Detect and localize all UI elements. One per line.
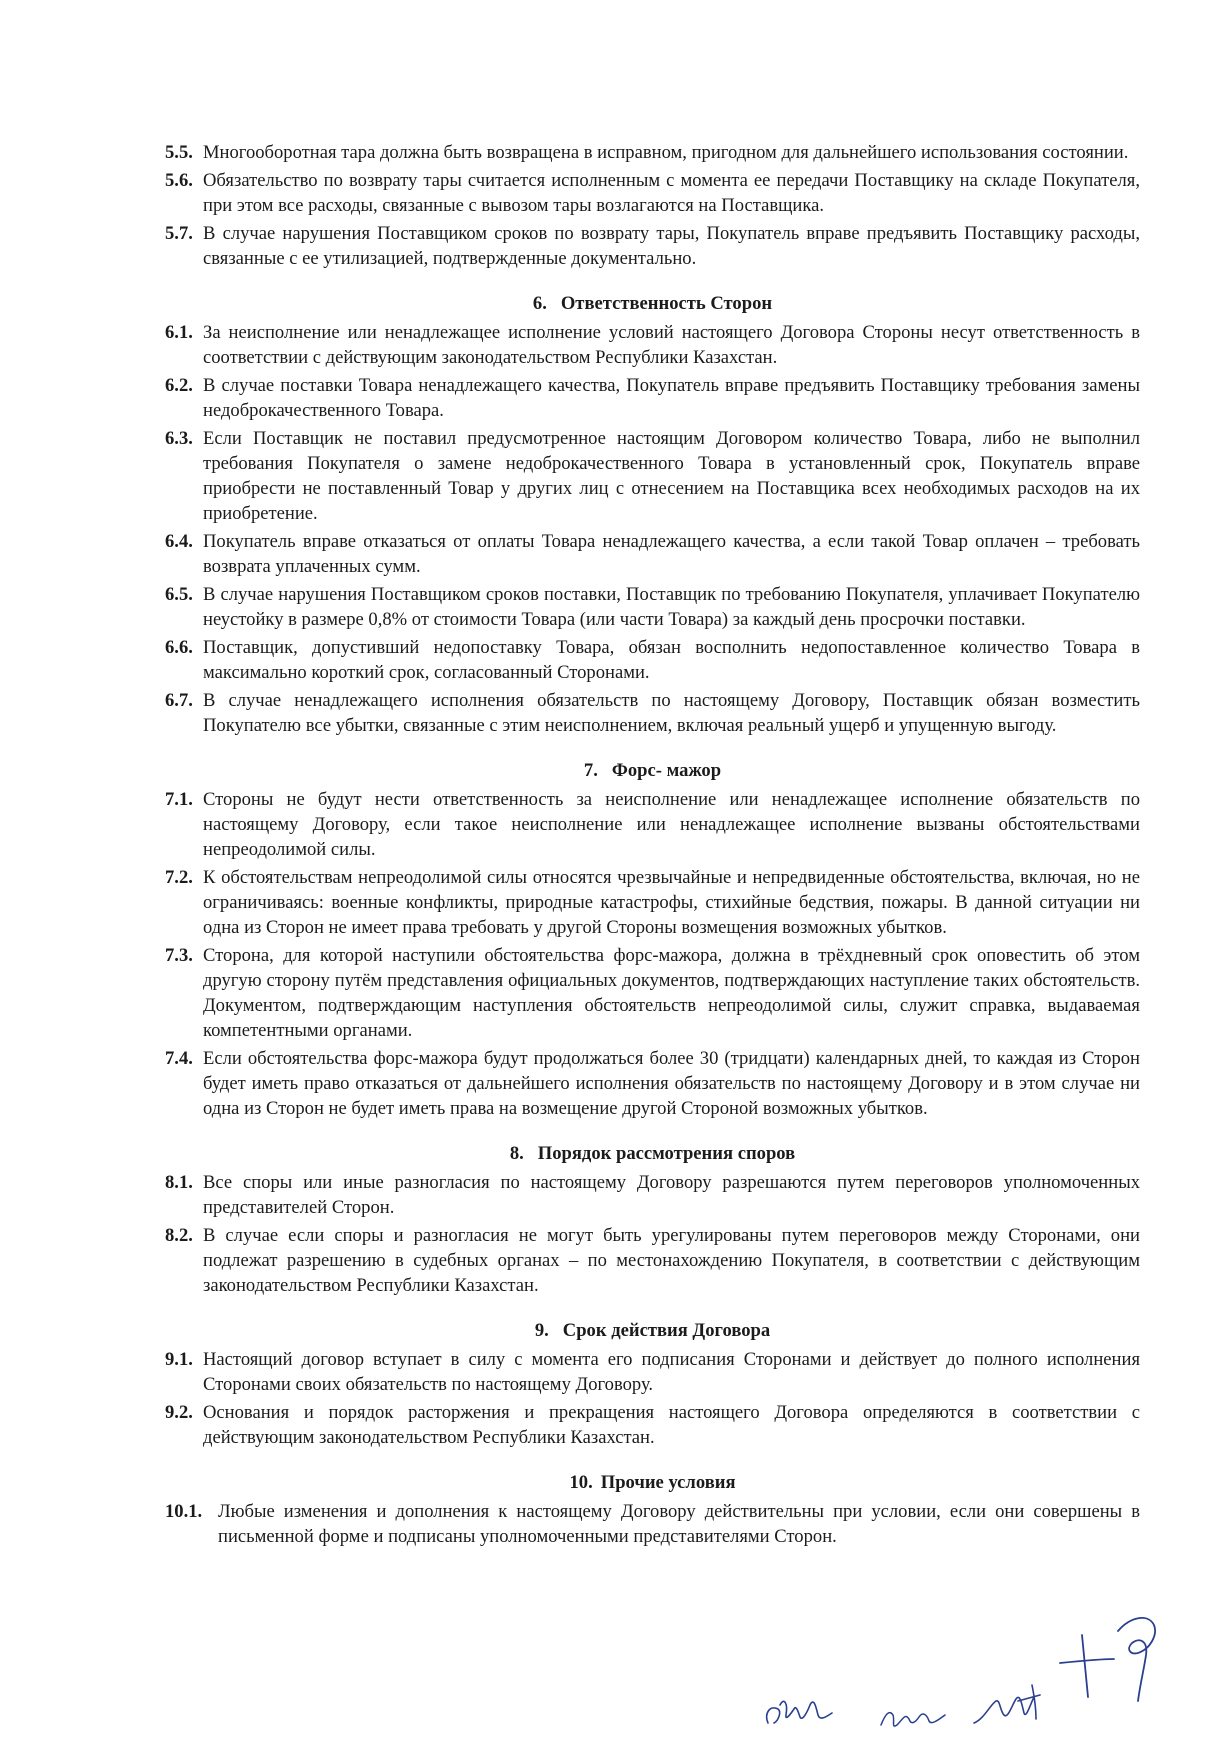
section-title: Прочие условия [600, 1472, 736, 1493]
clause-number: 6.5. [165, 584, 193, 605]
section-number: 8. [509, 1143, 524, 1164]
clause-7-2 [165, 865, 1140, 940]
clause-number: 8.1. [165, 1172, 193, 1193]
section-title: Ответственность Сторон [560, 293, 773, 314]
clause-text: В случае ненадлежащего исполнения обязательств по настоящему Договору, Поставщик обязан возместить Покупателю все убытки, связанные с этим неисполнением, включая реальный ущерб и упущенную выгоду. [203, 690, 1140, 736]
signatures-area [740, 1665, 1180, 1742]
clause-text: Поставщик, допустивший недопоставку Товара, обязан восполнить недопоставленное количество Товара в максимально короткий срок, согласованный Сторонами. [203, 637, 1140, 683]
section-7-heading [165, 758, 1140, 783]
clause-number: 7.2. [165, 867, 193, 888]
clause-6-3 [165, 426, 1140, 526]
clause-number: 6.1. [165, 322, 193, 343]
section-number: 7. [583, 760, 598, 781]
clause-number: 7.1. [165, 789, 193, 810]
clause-5-6 [165, 168, 1140, 218]
initials-mark [1050, 1605, 1180, 1705]
clause-number: 5.6. [165, 170, 193, 191]
clause-text: Если обстоятельства форс-мажора будут продолжаться более 30 (тридцати) календарных дней, то каждая из Сторон будет иметь право отказаться от дальнейшего исполнения обязательств по настоящему Договору и в этом случае ни одна из Сторон не будет иметь права на возмещение другой Стороной возможных убытков. [203, 1048, 1140, 1119]
clause-text: Основания и порядок расторжения и прекращения настоящего Договора определяются в соответствии с действующим законодательством Республики Казахстан. [203, 1402, 1140, 1448]
clause-number: 10.1. [165, 1501, 203, 1522]
clause-6-1 [165, 320, 1140, 370]
clause-10-1 [165, 1499, 1140, 1549]
clause-6-7 [165, 688, 1140, 738]
clause-text: В случае поставки Товара ненадлежащего качества, Покупатель вправе предъявить Поставщику требования замены недоброкачественного Товара. [203, 375, 1140, 421]
clause-6-4 [165, 529, 1140, 579]
clause-number: 5.7. [165, 223, 193, 244]
clause-text: Обязательство по возврату тары считается исполненным с момента ее передачи Поставщику на складе Покупателя, при этом все расходы, связанные с вывозом тары возлагаются на Поставщика. [203, 170, 1140, 216]
clause-text: За неисполнение или ненадлежащее исполнение условий настоящего Договора Стороны несут ответственность в соответствии с действующим законодательством Республики Казахстан. [203, 322, 1140, 368]
section-number: 10. [569, 1472, 593, 1493]
section-number: 9. [534, 1320, 549, 1341]
clause-text: Сторона, для которой наступили обстоятельства форс-мажора, должна в трёхдневный срок оповестить об этом другую сторону путём представления официальных документов, подтверждающих наступление таких обстоятельств. Документом, подтверждающим наступления обстоятельств непреодолимой силы, служит справка, выдаваемая компетентными органами. [203, 945, 1140, 1041]
clause-text: В случае если споры и разногласия не могут быть урегулированы путем переговоров между Сторонами, они подлежат разрешению в судебных органах – по местонахождению Покупателя, в соответствии с действующим законодательством Республики Казахстан. [203, 1225, 1140, 1296]
clause-text: Стороны не будут нести ответственность за неисполнение или ненадлежащее исполнение обязательств по настоящему Договору, если такое неисполнение или ненадлежащее исполнение вызваны обстоятельствами непреодолимой силы. [203, 789, 1140, 860]
clause-number: 9.1. [165, 1349, 193, 1370]
clause-text: В случае нарушения Поставщиком сроков по возврату тары, Покупатель вправе предъявить Поставщику расходы, связанные с ее утилизацией, подтвержденные документально. [203, 223, 1140, 269]
clause-5-5 [165, 140, 1140, 165]
clause-number: 6.3. [165, 428, 193, 449]
clause-6-6 [165, 635, 1140, 685]
section-9-heading [165, 1318, 1140, 1343]
clause-6-2 [165, 373, 1140, 423]
clause-7-1 [165, 787, 1140, 862]
clause-7-4 [165, 1046, 1140, 1121]
section-6-heading [165, 291, 1140, 316]
clause-text: К обстоятельствам непреодолимой силы относятся чрезвычайные и непредвиденные обстоятельства, включая, но не ограничиваясь: военные конфликты, природные катастрофы, стихийные бедствия, пожары. В данной ситуации ни одна из Сторон не имеет права требовать у другой Стороны возмещения возможных убытков. [203, 867, 1140, 938]
clause-text: Любые изменения и дополнения к настоящему Договору действительны при условии, если они совершены в письменной форме и подписаны уполномоченными представителями Сторон. [218, 1501, 1140, 1547]
clause-text: Если Поставщик не поставил предусмотренное настоящим Договором количество Товара, либо не выполнил требования Покупателя о замене недоброкачественного Товара в установленный срок, Покупатель вправе приобрести не поставленный Товар у других лиц с отнесением на Поставщика всех необходимых расходов на их приобретение. [203, 428, 1140, 524]
clause-number: 5.5. [165, 142, 193, 163]
clause-number: 6.6. [165, 637, 193, 658]
signature-1 [760, 1675, 850, 1735]
section-10-heading [165, 1470, 1140, 1495]
clause-number: 6.7. [165, 690, 193, 711]
clause-6-5 [165, 582, 1140, 632]
clause-8-2 [165, 1223, 1140, 1298]
clause-5-7 [165, 221, 1140, 271]
clause-text: Настоящий договор вступает в силу с момента его подписания Сторонами и действует до полного исполнения Сторонами своих обязательств по настоящему Договору. [203, 1349, 1140, 1395]
signature-2 [875, 1685, 955, 1735]
clause-number: 6.2. [165, 375, 193, 396]
clause-number: 9.2. [165, 1402, 193, 1423]
clause-text: Многооборотная тара должна быть возвращена в исправном, пригодном для дальнейшего использования состоянии. [203, 142, 1129, 163]
contract-body [165, 140, 1140, 1552]
clause-text: Покупатель вправе отказаться от оплаты Товара ненадлежащего качества, а если такой Товар оплачен – требовать возврата уплаченных сумм. [203, 531, 1140, 577]
section-8-heading [165, 1141, 1140, 1166]
section-title: Форс- мажор [611, 760, 722, 781]
clause-number: 7.4. [165, 1048, 193, 1069]
clause-text: Все споры или иные разногласия по настоящему Договору разрешаются путем переговоров уполномоченных представителей Сторон. [203, 1172, 1140, 1218]
clause-text: В случае нарушения Поставщиком сроков поставки, Поставщик по требованию Покупателя, уплачивает Покупателю неустойку в размере 0,8% от стоимости Товара (или части Товара) за каждый день просрочки поставки. [203, 584, 1140, 630]
clause-8-1 [165, 1170, 1140, 1220]
section-number: 6. [532, 293, 547, 314]
clause-7-3 [165, 943, 1140, 1043]
clause-9-1 [165, 1347, 1140, 1397]
section-title: Срок действия Договора [562, 1320, 771, 1341]
clause-number: 8.2. [165, 1225, 193, 1246]
clause-9-2 [165, 1400, 1140, 1450]
clause-number: 7.3. [165, 945, 193, 966]
clause-number: 6.4. [165, 531, 193, 552]
section-title: Порядок рассмотрения споров [537, 1143, 796, 1164]
